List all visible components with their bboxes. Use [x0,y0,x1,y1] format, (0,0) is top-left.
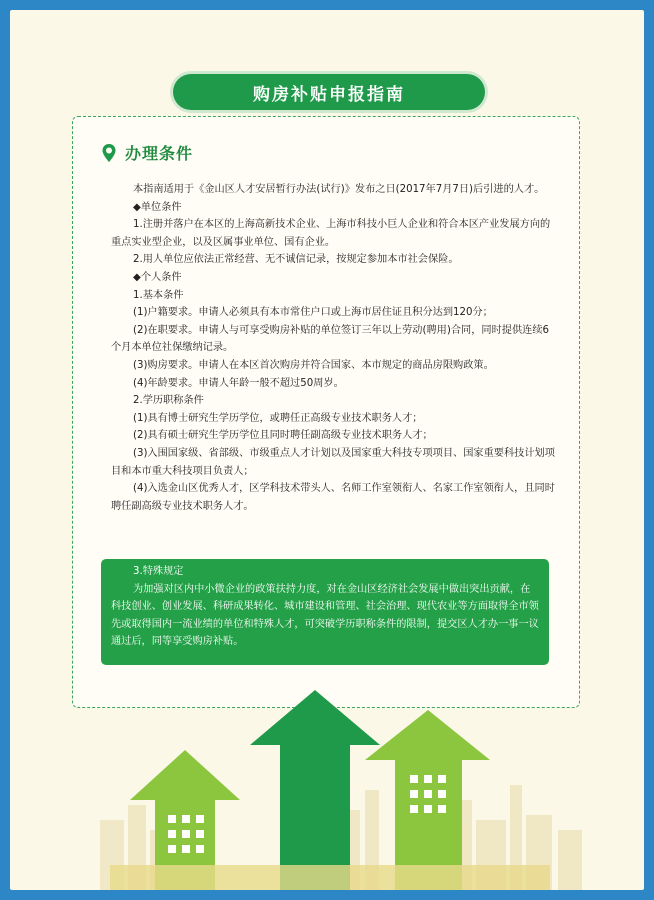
location-pin-icon [101,143,117,163]
basic-condition-item: (2)在职要求。申请人与可享受购房补贴的单位签订三年以上劳动(聘用)合同，同时提供连续6个月本单位社保缴纳记录。 [111,324,549,354]
conditions-panel [72,116,580,708]
center-arrow-shape [250,690,380,890]
special-rules-label: 3.特殊规定 [133,566,184,577]
unit-conditions-label: ◆单位条件 [133,201,182,213]
basic-condition-item: (4)年龄要求。申请人年龄一般不超过50周岁。 [133,377,344,389]
city-arrows-illustration [10,690,644,890]
education-condition-item: (1)具有博士研究生学历学位，或聘任正高级专业技术职务人才； [133,412,423,424]
education-conditions-label: 2.学历职称条件 [133,395,204,407]
section-heading-text: 办理条件 [125,144,194,163]
unit-condition-item: 1.注册并落户在本区的上海高新技术企业、上海市科技小巨人企业和符合本区产业发展方向的重点实业型企业，以及区属事业单位、国有企业。 [111,219,551,248]
basic-condition-item: (3)购房要求。申请人在本区首次购房并符合国家、本市规定的商品房限购政策。 [133,359,494,371]
conditions-content [111,181,557,515]
page-title: 购房补贴申报指南 [253,84,405,105]
basic-conditions-label: 1.基本条件 [133,289,184,301]
title-banner [173,74,485,110]
education-condition-item: (2)具有硕士研究生学历学位且同时聘任副高级专业技术职务人才； [133,430,433,442]
special-rules-text: 为加强对区内中小微企业的政策扶持力度，对在金山区经济社会发展中做出突出贡献，在科技创业、创业发展、科研成果转化、城市建设和管理、社会治理、现代农业等方面取得全市领先或取得国内一流业绩的单位和特殊人才，可突破学历职称条件的限制，提交区人才办一事一议通过后，同等享受购房补贴。 [111,583,539,648]
intro-paragraph: 本指南适用于《金山区人才安居暂行办法(试行)》发布之日(2017年7月7日)后引进的人才。 [133,184,545,195]
special-rules-box [101,559,549,665]
education-condition-item: (3)入围国家级、省部级、市级重点人才计划以及国家重大科技专项项目、国家重要科技计划项目和本市重大科技项目负责人； [111,447,555,477]
section-heading [101,141,193,164]
personal-conditions-label: ◆个人条件 [133,271,182,283]
basic-condition-item: (1)户籍要求。申请人必须具有本市常住户口或上海市居住证且积分达到120分； [133,307,493,319]
unit-condition-item: 2.用人单位应依法正常经营、无不诚信记录，按规定参加本市社会保险。 [133,254,459,266]
education-condition-item: (4)入选金山区优秀人才，区学科技术带头人、名师工作室领衔人、名家工作室领衔人，且同时聘任副高级专业技术职务人才。 [111,483,555,512]
page-frame [10,10,644,890]
